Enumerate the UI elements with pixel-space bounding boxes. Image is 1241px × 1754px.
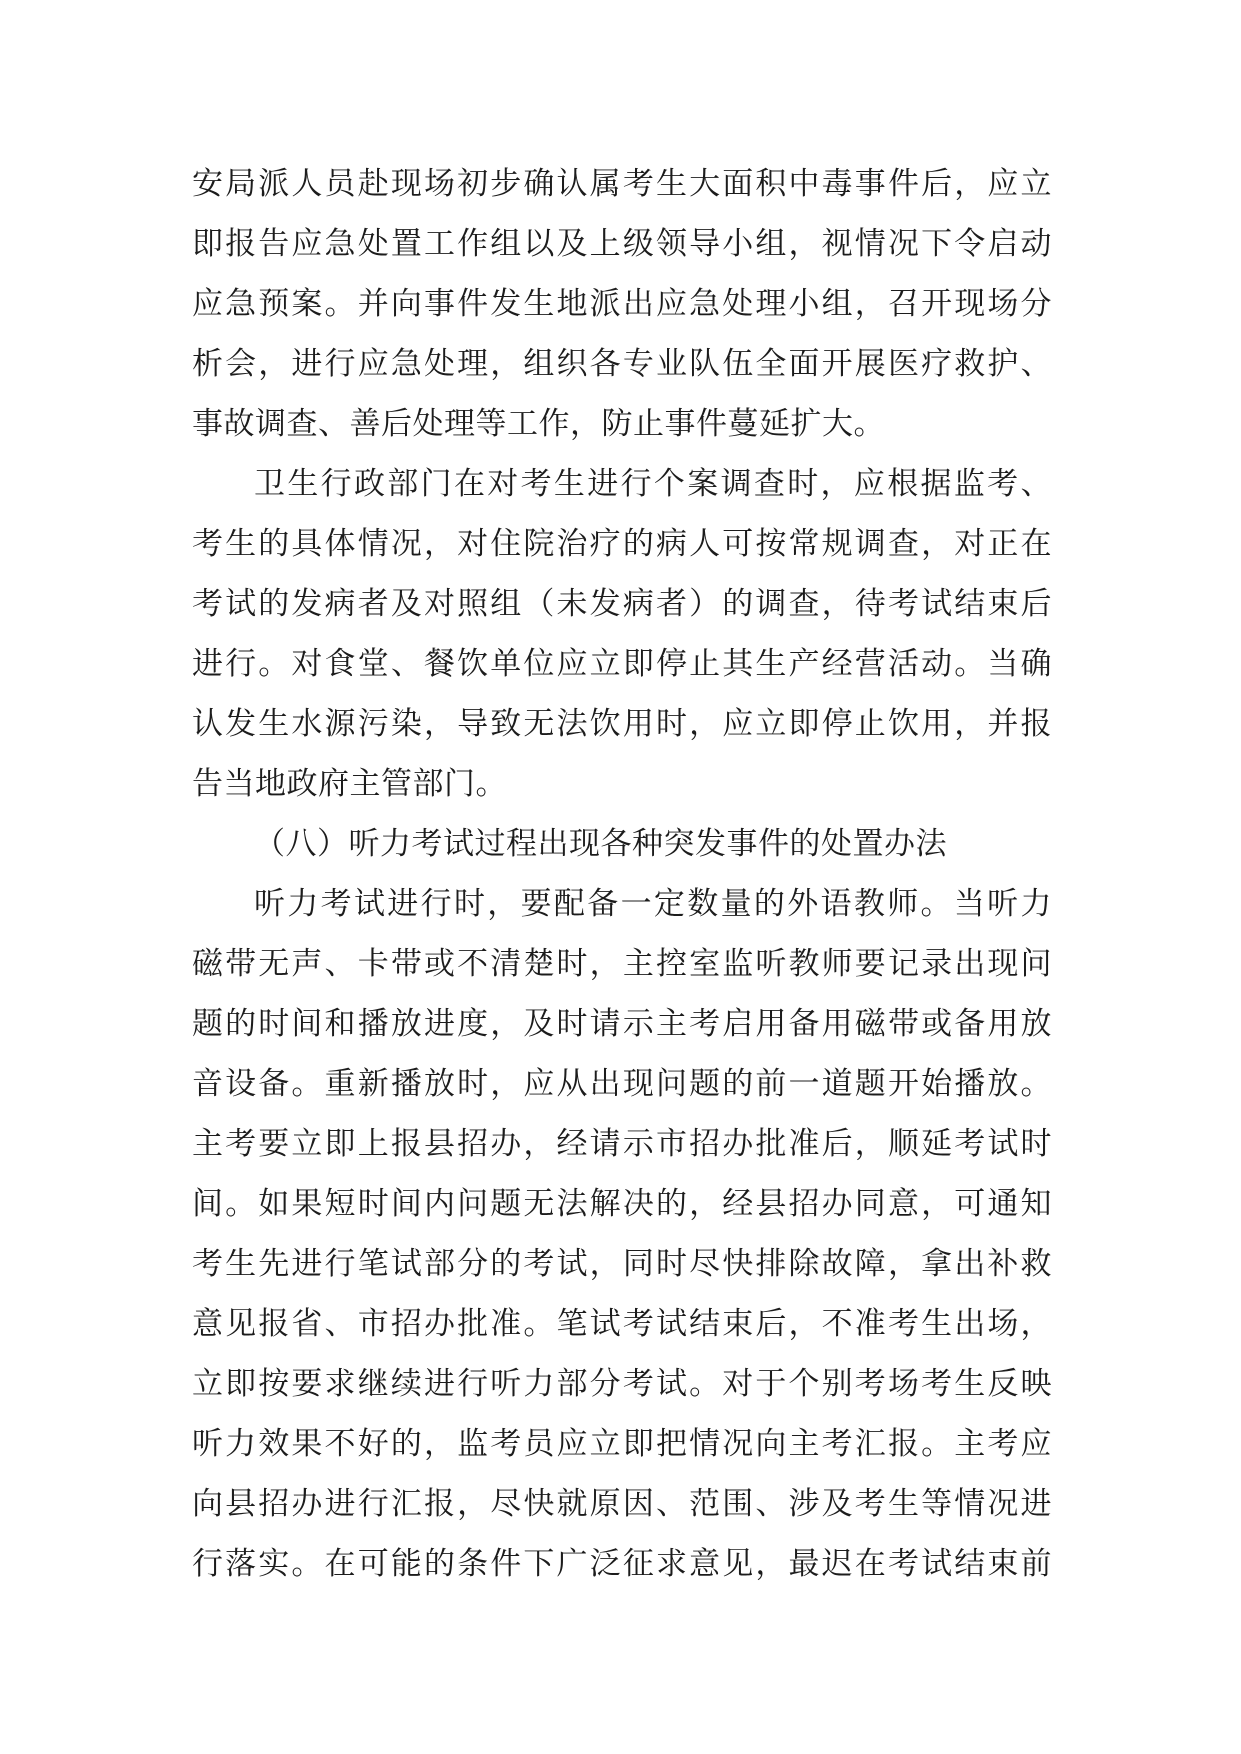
text-line: 听力效果不好的，监考员应立即把情况向主考汇报。主考应 <box>192 1426 1052 1462</box>
text-line: 意见报省、市招办批准。笔试考试结束后，不准考生出场， <box>192 1306 1052 1342</box>
text-line: 应急预案。并向事件发生地派出应急处理小组，召开现场分 <box>192 286 1052 322</box>
paragraph-first-line: 卫生行政部门在对考生进行个案调查时，应根据监考、 <box>254 466 1052 502</box>
text-line: 间。如果短时间内问题无法解决的，经县招办同意，可通知 <box>192 1186 1052 1222</box>
text-line: 进行。对食堂、餐饮单位应立即停止其生产经营活动。当确 <box>192 646 1052 682</box>
text-line: 事故调查、善后处理等工作，防止事件蔓延扩大。 <box>192 406 885 442</box>
text-line: 向县招办进行汇报，尽快就原因、范围、涉及考生等情况进 <box>192 1486 1052 1522</box>
text-line: 磁带无声、卡带或不清楚时，主控室监听教师要记录出现问 <box>192 946 1052 982</box>
text-line: 主考要立即上报县招办，经请示市招办批准后，顺延考试时 <box>192 1126 1052 1162</box>
text-line: 告当地政府主管部门。 <box>192 766 507 802</box>
text-line: 即报告应急处置工作组以及上级领导小组，视情况下令启动 <box>192 226 1052 262</box>
section-heading: （八）听力考试过程出现各种突发事件的处置办法 <box>254 826 947 862</box>
text-line: 行落实。在可能的条件下广泛征求意见，最迟在考试结束前 <box>192 1546 1052 1582</box>
text-line: 音设备。重新播放时，应从出现问题的前一道题开始播放。 <box>192 1066 1052 1102</box>
text-line: 题的时间和播放进度，及时请示主考启用备用磁带或备用放 <box>192 1006 1052 1042</box>
text-line: 认发生水源污染，导致无法饮用时，应立即停止饮用，并报 <box>192 706 1052 742</box>
text-line: 考生的具体情况，对住院治疗的病人可按常规调查，对正在 <box>192 526 1052 562</box>
paragraph-first-line: 听力考试进行时，要配备一定数量的外语教师。当听力 <box>254 886 1052 922</box>
text-line: 考试的发病者及对照组（未发病者）的调查，待考试结束后 <box>192 586 1052 622</box>
text-line: 析会，进行应急处理，组织各专业队伍全面开展医疗救护、 <box>192 346 1052 382</box>
text-line: 立即按要求继续进行听力部分考试。对于个别考场考生反映 <box>192 1366 1052 1402</box>
text-line: 考生先进行笔试部分的考试，同时尽快排除故障，拿出补救 <box>192 1246 1052 1282</box>
text-line: 安局派人员赴现场初步确认属考生大面积中毒事件后，应立 <box>192 166 1052 202</box>
